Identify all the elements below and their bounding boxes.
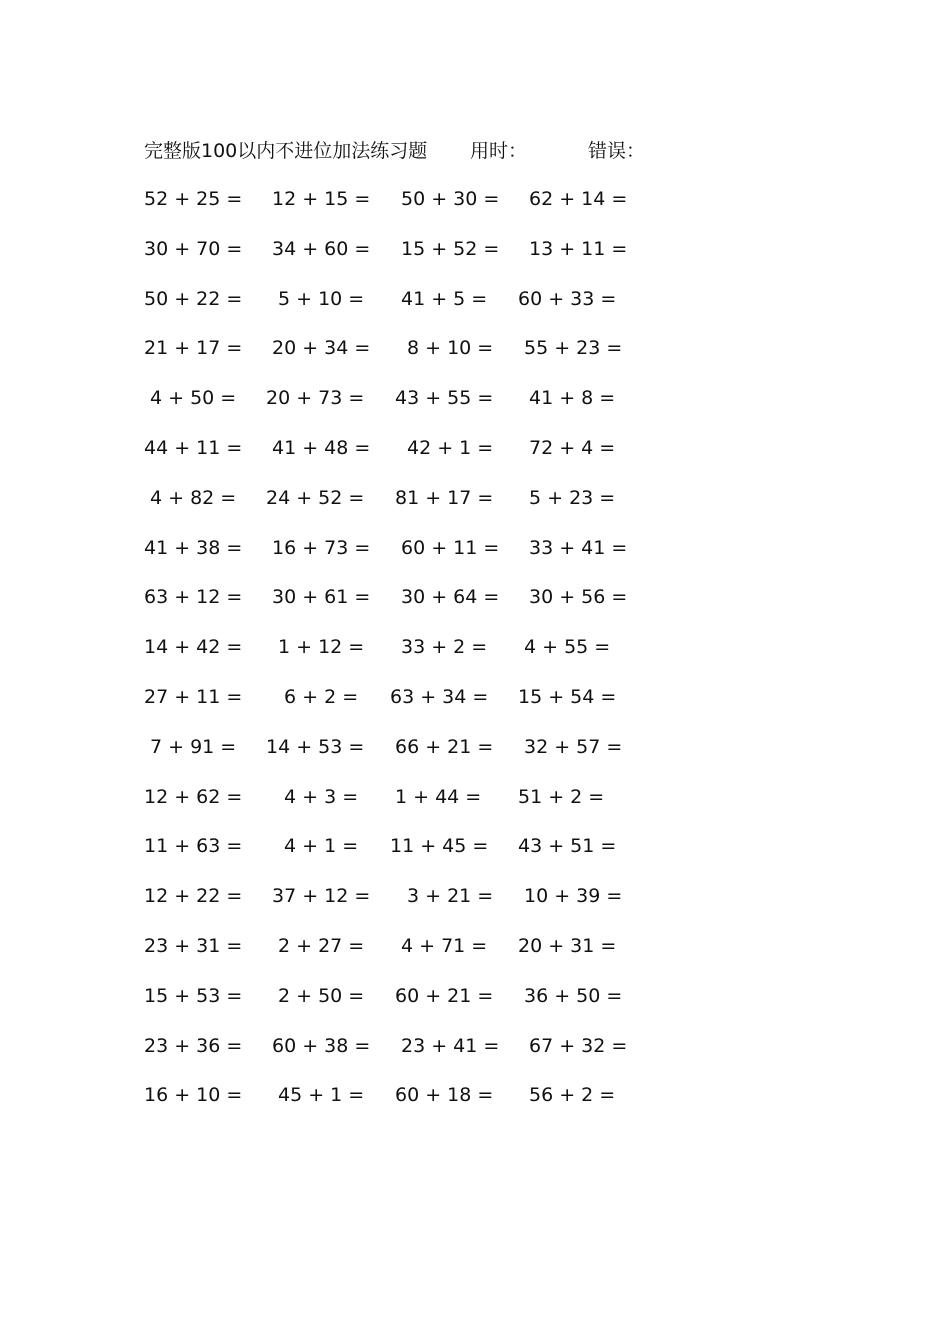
problem-item: 15 + 53 = xyxy=(144,984,243,1007)
problem-item: 60 + 11 = xyxy=(401,536,500,559)
problem-item: 30 + 61 = xyxy=(272,586,371,609)
problem-row xyxy=(0,732,950,782)
errors-label: 错误： xyxy=(588,140,646,162)
problem-item: 44 + 11 = xyxy=(144,436,243,459)
problem-item: 43 + 55 = xyxy=(395,387,494,410)
problem-row xyxy=(0,1080,950,1130)
problem-item: 51 + 2 = xyxy=(518,785,605,808)
problem-row xyxy=(0,234,950,284)
problem-item: 2 + 27 = xyxy=(278,934,365,957)
problem-row xyxy=(0,632,950,682)
problem-item: 60 + 18 = xyxy=(395,1084,494,1107)
problem-row xyxy=(0,582,950,632)
problem-row xyxy=(0,533,950,583)
problem-item: 41 + 38 = xyxy=(144,536,243,559)
problem-item: 30 + 70 = xyxy=(144,237,243,260)
problem-item: 63 + 34 = xyxy=(390,685,489,708)
problem-item: 4 + 1 = xyxy=(284,835,359,858)
problem-row xyxy=(0,782,950,832)
problem-item: 4 + 71 = xyxy=(401,934,488,957)
problem-item: 20 + 31 = xyxy=(518,934,617,957)
problem-item: 36 + 50 = xyxy=(524,984,623,1007)
problem-row xyxy=(0,831,950,881)
problem-item: 16 + 10 = xyxy=(144,1084,243,1107)
problem-item: 5 + 23 = xyxy=(529,486,616,509)
problem-item: 56 + 2 = xyxy=(529,1084,616,1107)
problem-item: 24 + 52 = xyxy=(266,486,365,509)
problem-row xyxy=(0,383,950,433)
problem-item: 60 + 21 = xyxy=(395,984,494,1007)
problem-item: 15 + 52 = xyxy=(401,237,500,260)
problem-item: 6 + 2 = xyxy=(284,685,359,708)
problem-item: 30 + 56 = xyxy=(529,586,628,609)
problem-item: 63 + 12 = xyxy=(144,586,243,609)
problem-row xyxy=(0,981,950,1031)
problem-item: 16 + 73 = xyxy=(272,536,371,559)
problem-item: 13 + 11 = xyxy=(529,237,628,260)
problem-item: 41 + 48 = xyxy=(272,436,371,459)
problem-item: 11 + 63 = xyxy=(144,835,243,858)
problem-row xyxy=(0,433,950,483)
problem-item: 30 + 64 = xyxy=(401,586,500,609)
problem-row xyxy=(0,184,950,234)
worksheet-title: 完整版100以内不进位加法练习题 xyxy=(144,140,428,162)
problem-item: 60 + 38 = xyxy=(272,1034,371,1057)
problem-row xyxy=(0,931,950,981)
problem-item: 37 + 12 = xyxy=(272,885,371,908)
problem-row xyxy=(0,333,950,383)
problem-item: 55 + 23 = xyxy=(524,337,623,360)
problem-item: 67 + 32 = xyxy=(529,1034,628,1057)
problem-item: 12 + 22 = xyxy=(144,885,243,908)
problem-item: 42 + 1 = xyxy=(407,436,494,459)
problem-item: 60 + 33 = xyxy=(518,287,617,310)
problem-item: 27 + 11 = xyxy=(144,685,243,708)
problem-item: 52 + 25 = xyxy=(144,188,243,210)
time-label: 用时： xyxy=(470,140,528,162)
problem-item: 14 + 53 = xyxy=(266,735,365,758)
problem-item: 4 + 50 = xyxy=(150,387,237,410)
problem-item: 2 + 50 = xyxy=(278,984,365,1007)
problem-item: 32 + 57 = xyxy=(524,735,623,758)
problem-item: 8 + 10 = xyxy=(407,337,494,360)
problem-item: 50 + 30 = xyxy=(401,188,500,210)
problem-item: 3 + 21 = xyxy=(407,885,494,908)
problem-row xyxy=(0,682,950,732)
problem-item: 20 + 73 = xyxy=(266,387,365,410)
problem-item: 11 + 45 = xyxy=(390,835,489,858)
problem-item: 10 + 39 = xyxy=(524,885,623,908)
problem-item: 12 + 62 = xyxy=(144,785,243,808)
problem-item: 4 + 82 = xyxy=(150,486,237,509)
problem-item: 23 + 41 = xyxy=(401,1034,500,1057)
problem-item: 62 + 14 = xyxy=(529,188,628,210)
problem-row xyxy=(0,284,950,334)
problem-grid xyxy=(0,184,950,1130)
problem-item: 12 + 15 = xyxy=(272,188,371,210)
problem-item: 4 + 55 = xyxy=(524,636,611,659)
problem-item: 43 + 51 = xyxy=(518,835,617,858)
problem-item: 5 + 10 = xyxy=(278,287,365,310)
problem-item: 20 + 34 = xyxy=(272,337,371,360)
problem-item: 45 + 1 = xyxy=(278,1084,365,1107)
problem-row xyxy=(0,881,950,931)
problem-item: 66 + 21 = xyxy=(395,735,494,758)
problem-item: 1 + 44 = xyxy=(395,785,482,808)
problem-item: 21 + 17 = xyxy=(144,337,243,360)
problem-item: 33 + 2 = xyxy=(401,636,488,659)
problem-item: 14 + 42 = xyxy=(144,636,243,659)
problem-item: 23 + 31 = xyxy=(144,934,243,957)
problem-item: 7 + 91 = xyxy=(150,735,237,758)
problem-item: 33 + 41 = xyxy=(529,536,628,559)
problem-item: 81 + 17 = xyxy=(395,486,494,509)
problem-item: 23 + 36 = xyxy=(144,1034,243,1057)
problem-item: 41 + 8 = xyxy=(529,387,616,410)
problem-item: 1 + 12 = xyxy=(278,636,365,659)
problem-item: 4 + 3 = xyxy=(284,785,359,808)
problem-row xyxy=(0,1031,950,1081)
problem-item: 15 + 54 = xyxy=(518,685,617,708)
problem-item: 50 + 22 = xyxy=(144,287,243,310)
problem-row xyxy=(0,483,950,533)
problem-item: 34 + 60 = xyxy=(272,237,371,260)
problem-item: 41 + 5 = xyxy=(401,287,488,310)
problem-item: 72 + 4 = xyxy=(529,436,616,459)
